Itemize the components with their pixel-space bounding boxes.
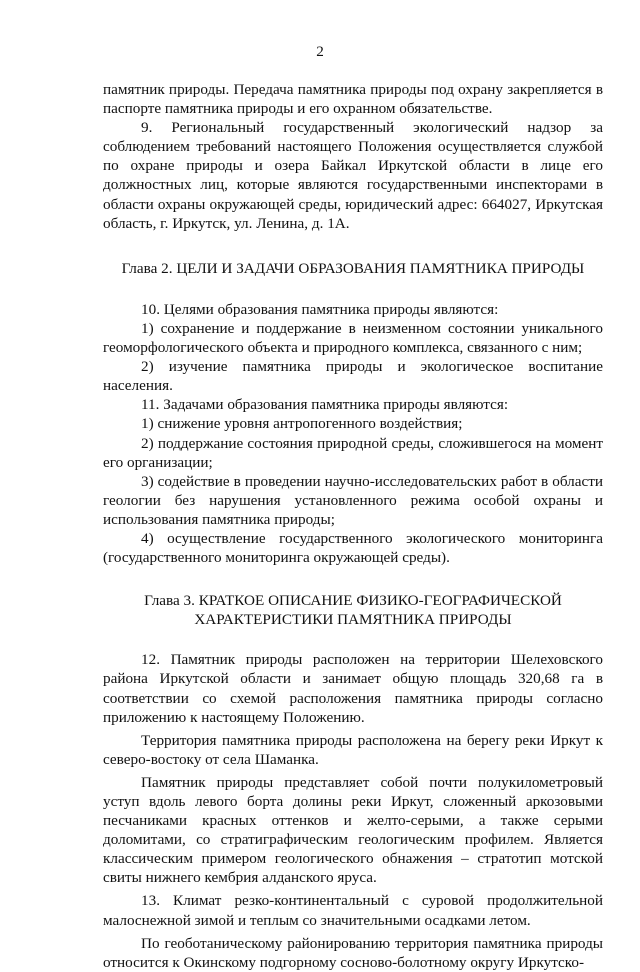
page-number: 2 xyxy=(316,43,324,60)
paragraph-12-location: 12. Памятник природы расположен на территории Шелеховского района Иркутской области и занимает общую площадь 320,68 га в соответствии со схемой расположения памятника природы согласно приложению к настоящему Положению. xyxy=(103,651,603,726)
task-item-2: 2) поддержание состояния природной среды, сложившегося на момент его организации; xyxy=(103,434,603,471)
paragraph-description: Памятник природы представляет собой почти полукилометровый уступ вдоль левого борта долины реки Иркут, сложенный аркозовыми песчаниками красных оттенков и желто-серыми, а также серыми доломитами, со стратиграфическим геологическим профилем. Является классическим примером геологического обнажения – стратотип мотской свиты нижнего кембрия алданского яруса. xyxy=(103,773,603,887)
task-item-3: 3) содействие в проведении научно-исследовательских работ в области геологии без нарушения установленного режима особой охраны и использования памятника природы; xyxy=(103,472,603,528)
paragraph-passport-note: памятник природы. Передача памятника природы под охрану закрепляется в паспорте памятника природы и его охранном обязательстве. xyxy=(103,81,603,118)
paragraph-territory: Территория памятника природы расположена на берегу реки Иркут к северо-востоку от села Шаманка. xyxy=(103,731,603,768)
task-item-1: 1) снижение уровня антропогенного воздействия; xyxy=(141,415,463,433)
paragraph-geobotanical: По геоботаническому районированию территория памятника природы относится к Окинскому подгорному сосново-болотному округу Иркутско- xyxy=(103,934,603,971)
paragraph-13-climate: 13. Климат резко-континентальный с суровой продолжительной малоснежной зимой и теплым со значительными осадками летом. xyxy=(103,892,603,929)
document-body xyxy=(103,80,603,972)
paragraph-9-supervision: 9. Региональный государственный экологический надзор за соблюдением требований настоящего Положения осуществляется службой по охране природы и озера Байкал Иркутской области в лице его должностных лиц, которые являются государственными инспекторами в области охраны окружающей среды, юридический адрес: 664027, Иркутская область, г. Иркутск, ул. Ленина, д. 1А. xyxy=(103,119,603,232)
paragraph-10-goals: 10. Целями образования памятника природы являются: xyxy=(141,300,499,318)
goal-item-1: 1) сохранение и поддержание в неизменном состоянии уникального геоморфологического объекта и природного комплекса, связанного с ним; xyxy=(103,319,603,357)
paragraph-11-tasks: 11. Задачами образования памятника природы являются: xyxy=(141,396,509,414)
chapter-3-heading: Глава 3. КРАТКОЕ ОПИСАНИЕ ФИЗИКО-ГЕОГРАФИЧЕСКОЙ ХАРАКТЕРИСТИКИ ПАМЯТНИКА ПРИРОДЫ xyxy=(144,592,562,629)
goal-item-2: 2) изучение памятника природы и экологическое воспитание населения. xyxy=(103,358,603,395)
chapter-2-heading: Глава 2. ЦЕЛИ И ЗАДАЧИ ОБРАЗОВАНИЯ ПАМЯТНИКА ПРИРОДЫ xyxy=(121,259,585,277)
task-item-4: 4) осуществление государственного экологического мониторинга (государственного мониторинга окружающей среды). xyxy=(103,529,603,567)
